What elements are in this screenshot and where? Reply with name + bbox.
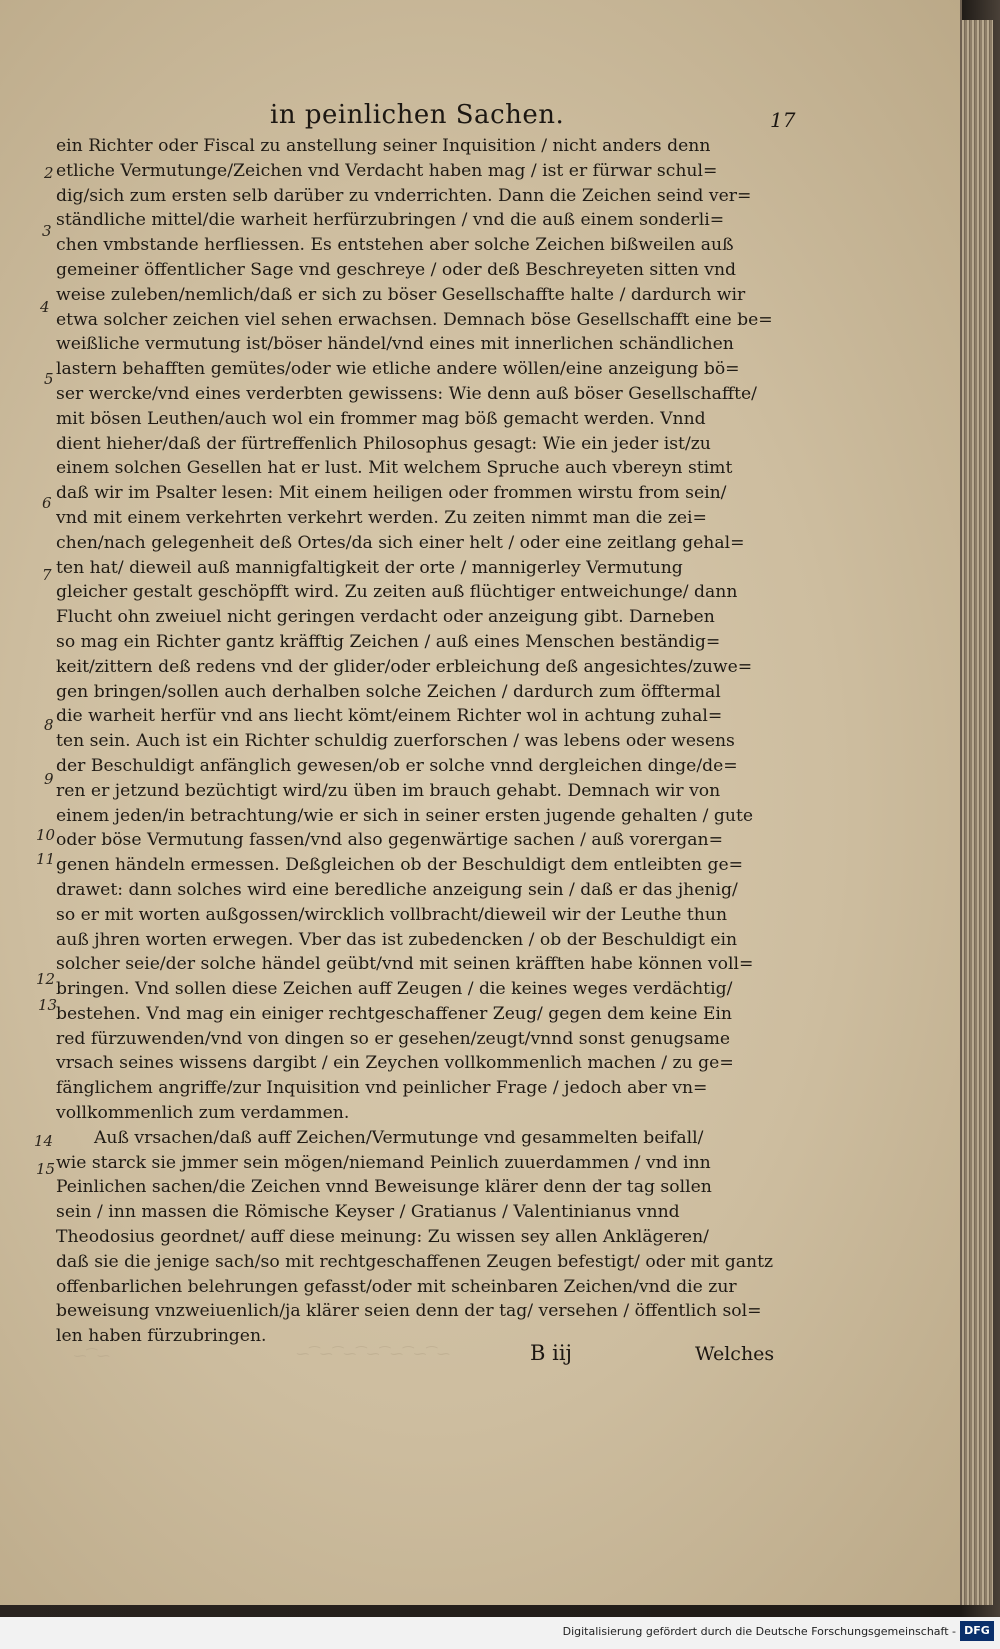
signature-mark: B iij	[530, 1341, 573, 1365]
marginal-number: 15	[36, 1160, 56, 1178]
text-line: lastern behafften gemütes/oder wie etliche andere wöllen/eine anzeigung bö=	[56, 359, 740, 380]
text-line: keit/zittern deß redens vnd der glider/oder erbleichung deß angesichtes/zuwe=	[56, 656, 753, 677]
marginal-number: 2	[44, 164, 54, 182]
text-line: beweisung vnzweiuenlich/ja klärer seien denn der tag/ versehen / öffentlich sol=	[56, 1301, 762, 1322]
text-line: so er mit worten außgossen/wircklich vollbracht/dieweil wir der Leuthe thun	[56, 904, 728, 925]
text-line: Theodosius geordnet/ auff diese meinung: Zu wissen sey allen Anklägeren/	[56, 1227, 709, 1248]
text-line: mit bösen Leuthen/auch wol ein frommer mag böß gemacht werden. Vnnd	[56, 408, 706, 429]
text-line: vollkommenlich zum verdammen.	[56, 1103, 350, 1124]
text-line: daß wir im Psalter lesen: Mit einem heiligen oder frommen wirstu from sein/	[56, 483, 727, 504]
text-line: ren er jetzund bezüchtigt wird/zu üben im brauch gehabt. Demnach wir von	[56, 780, 721, 801]
text-line: etwa solcher zeichen viel sehen erwachsen. Demnach böse Gesellschafft eine be=	[56, 309, 773, 330]
marginal-number: 14	[34, 1132, 54, 1150]
marginal-number: 10	[36, 826, 56, 844]
text-line: ständliche mittel/die warheit herfürzubringen / vnd die auß einem sonderli=	[56, 210, 725, 231]
marginal-number: 11	[36, 850, 56, 868]
text-line: ein Richter oder Fiscal zu anstellung seiner Inquisition / nicht anders denn	[56, 136, 711, 156]
text-line: oder böse Vermutung fassen/vnd also gegenwärtige sachen / auß vorergan=	[56, 830, 724, 851]
text-line: drawet: dann solches wird eine beredliche anzeigung sein / daß er das jhenig/	[56, 879, 738, 900]
text-line: Peinlichen sachen/die Zeichen vnnd Beweisunge klärer denn der tag sollen	[56, 1177, 712, 1198]
text-line: so mag ein Richter gantz kräfftig Zeichen / auß eines Menschen beständig=	[56, 631, 721, 652]
bleed-through-text: ⁓⁀⁓	[73, 1349, 110, 1364]
dfg-logo: DFG	[960, 1621, 994, 1641]
text-line: chen/nach gelegenheit deß Ortes/da sich einer helt / oder eine zeitlang gehal=	[56, 532, 745, 553]
marginal-number: 4	[40, 298, 50, 316]
digitization-note: Digitalisierung gefördert durch die Deutsche Forschungsgemeinschaft -	[562, 1625, 956, 1638]
text-line: genen händeln ermessen. Deßgleichen ob der Beschuldigt dem entleibten ge=	[56, 855, 744, 876]
text-line: der Beschuldigt anfänglich gewesen/ob er solche vnnd dergleichen dinge/de=	[56, 755, 738, 776]
text-line: daß sie die jenige sach/so mit rechtgeschaffenen Zeugen befestigt/ oder mit gantz	[56, 1251, 774, 1272]
text-line: einem solchen Gesellen hat er lust. Mit welchem Spruche auch vbereyn stimt	[56, 458, 733, 479]
page-number: 17	[770, 108, 796, 132]
body-text	[56, 134, 796, 1349]
marginal-number: 8	[44, 716, 54, 734]
text-line: weißliche vermutung ist/böser händel/vnd eines mit innerlichen schändlichen	[56, 334, 734, 355]
text-line: bringen. Vnd sollen diese Zeichen auff Zeugen / die keines weges verdächtig/	[56, 979, 733, 1000]
text-line: etliche Vermutunge/Zeichen vnd Verdacht haben mag / ist er fürwar schul=	[56, 160, 718, 181]
text-line: dient hieher/daß der fürtreffenlich Philosophus gesagt: Wie ein jeder ist/zu	[56, 433, 711, 454]
marginal-number: 7	[42, 566, 52, 584]
text-line: red fürzuwenden/vnd von dingen so er gesehen/zeugt/vnnd sonst genugsame	[56, 1028, 731, 1049]
marginal-number: 13	[38, 996, 58, 1014]
catchword: Welches	[695, 1343, 775, 1365]
text-line: ser wercke/vnd eines verderbten gewissens: Wie denn auß böser Gesellschaffte/	[56, 383, 757, 404]
text-line: chen vmbstande herfliessen. Es entstehen aber solche Zeichen bißweilen auß	[56, 235, 734, 256]
text-line: wie starck sie jmmer sein mögen/niemand Peinlich zuuerdammen / vnd inn	[56, 1152, 711, 1173]
text-line: ten hat/ dieweil auß mannigfaltigkeit der orte / mannigerley Vermutung	[56, 557, 683, 578]
text-line: auß jhren worten erwegen. Vber das ist zubedencken / ob der Beschuldigt ein	[56, 929, 738, 950]
marginal-number: 9	[44, 770, 54, 788]
text-line: die warheit herfür vnd ans liecht kömt/einem Richter wol in achtung zuhal=	[56, 706, 723, 727]
bleed-through-text: ⁓⁀⁓⁀⁓⁀⁓⁀⁓⁀⁓⁀⁓	[296, 1347, 450, 1362]
text-line: vnd mit einem verkehrten verkehrt werden. Zu zeiten nimmt man die zei=	[56, 507, 707, 528]
text-line: weise zuleben/nemlich/daß er sich zu böser Gesellschaffte halte / dardurch wir	[56, 284, 746, 305]
text-line: vrsach seines wissens dargibt / ein Zeychen vollkommenlich machen / zu ge=	[56, 1053, 734, 1074]
marginal-number: 5	[44, 370, 54, 388]
text-line: gleicher gestalt geschöpfft wird. Zu zeiten auß flüchtiger entweichunge/ dann	[56, 582, 738, 603]
text-line: Auß vrsachen/daß auff Zeichen/Vermutunge vnd gesammelten beifall/	[94, 1127, 704, 1148]
marginal-number: 12	[36, 970, 56, 988]
running-head: in peinlichen Sachen.	[270, 100, 565, 130]
text-line: ten sein. Auch ist ein Richter schuldig zuerforschen / was lebens oder wesens	[56, 731, 735, 752]
text-line: offenbarlichen belehrungen gefasst/oder mit scheinbaren Zeichen/vnd die zur	[56, 1276, 737, 1297]
text-line: einem jeden/in betrachtung/wie er sich in seiner ersten jugende gehalten / gute	[56, 805, 754, 826]
text-line: dig/sich zum ersten selb darüber zu vnderrichten. Dann die Zeichen seind ver=	[56, 185, 752, 206]
marginal-number: 3	[42, 222, 52, 240]
text-line: solcher seie/der solche händel geübt/vnd mit seinen kräfften habe können voll=	[56, 954, 754, 975]
digitization-footer	[0, 1617, 1000, 1649]
text-line: fänglichem angriffe/zur Inquisition vnd peinlicher Frage / jedoch aber vn=	[56, 1078, 708, 1099]
text-line: len haben fürzubringen.	[56, 1326, 267, 1347]
marginal-number: 6	[42, 494, 52, 512]
text-line: bestehen. Vnd mag ein einiger rechtgeschaffener Zeug/ gegen dem keine Ein	[56, 1003, 732, 1024]
text-line: Flucht ohn zweiuel nicht geringen verdacht oder anzeigung gibt. Darneben	[56, 607, 715, 628]
text-line: gen bringen/sollen auch derhalben solche Zeichen / dardurch zum öfftermal	[56, 681, 721, 702]
text-line: gemeiner öffentlicher Sage vnd geschreye / oder deß Beschreyeten sitten vnd	[56, 259, 737, 280]
text-line: sein / inn massen die Römische Keyser / Gratianus / Valentinianus vnnd	[56, 1202, 680, 1223]
